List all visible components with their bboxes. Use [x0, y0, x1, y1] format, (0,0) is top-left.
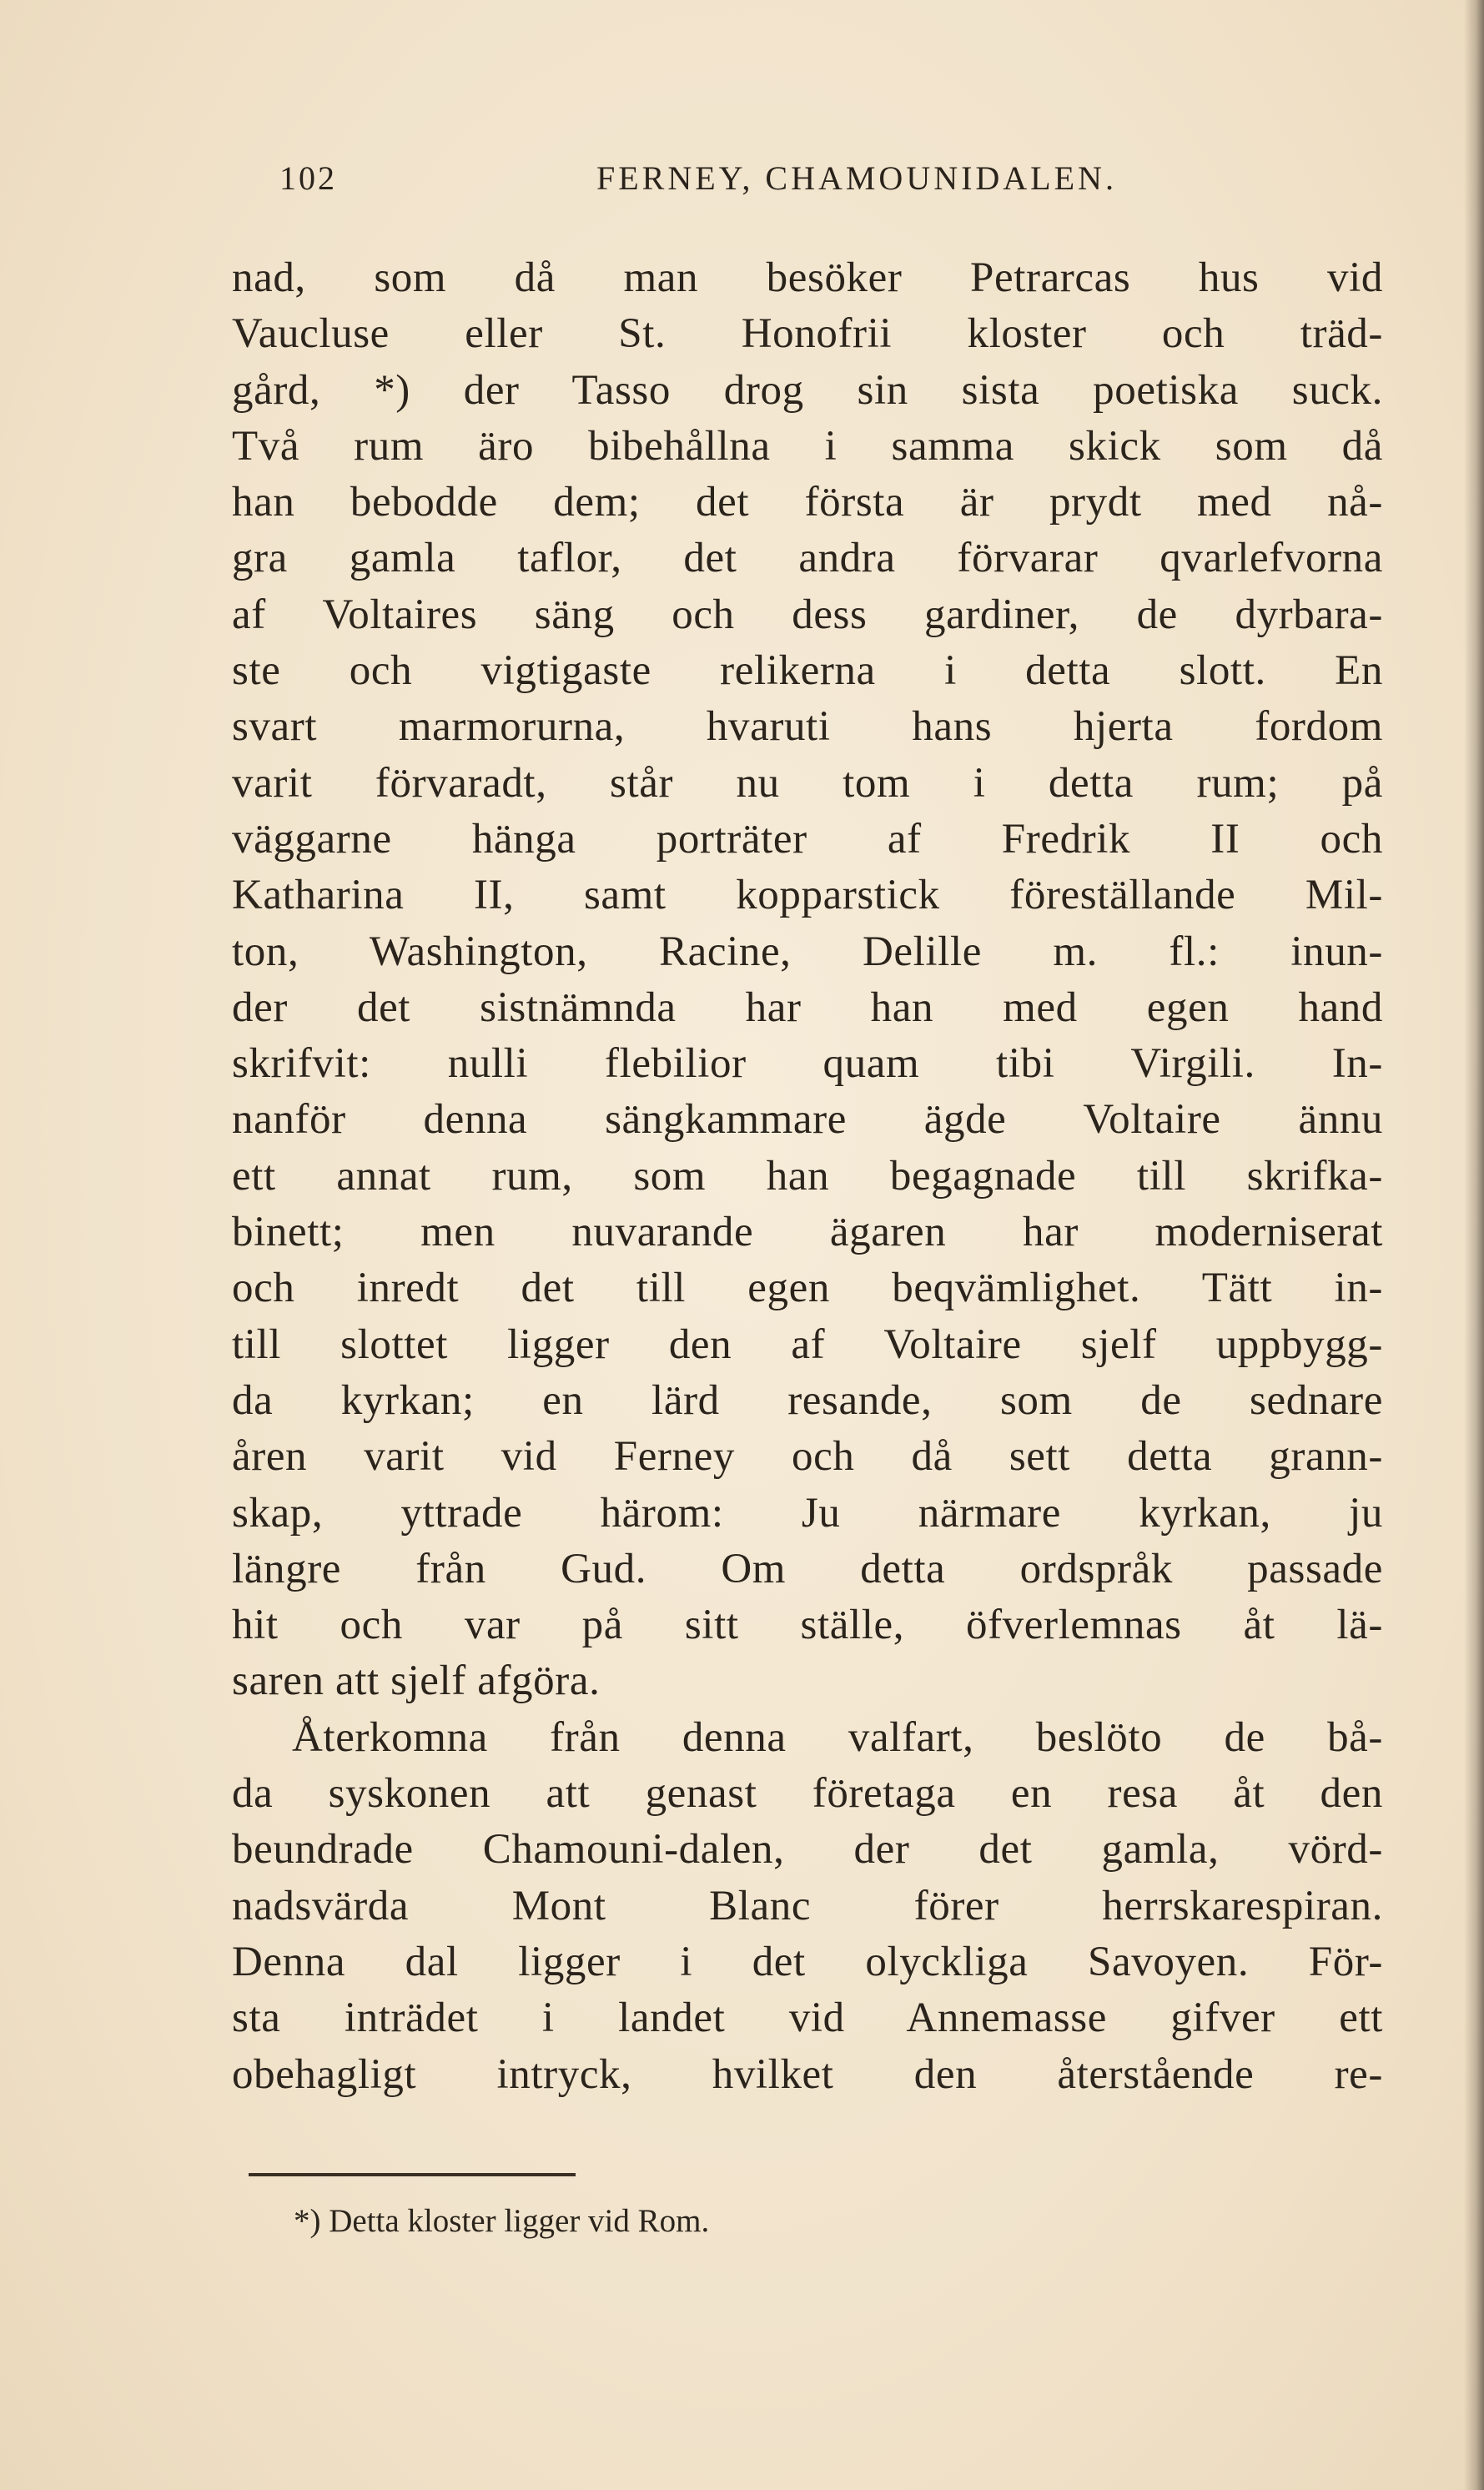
- text-line: da syskonen att genast företaga en resa åt den: [232, 1770, 1383, 1818]
- text-line: Återkomna från denna valfart, beslöto de bå-: [292, 1713, 1383, 1761]
- text-line: ton, Washington, Racine, Delille m. fl.: inun-: [232, 928, 1383, 975]
- text-line: binett; men nuvarande ägaren har moderniserat: [232, 1209, 1383, 1256]
- text-line: Denna dal ligger i det olyckliga Savoyen. För-: [232, 1938, 1383, 1985]
- running-head: FERNEY, CHAMOUNIDALEN.: [596, 159, 1117, 197]
- text-line: till slottet ligger den af Voltaire sjelf uppbygg-: [232, 1320, 1383, 1368]
- text-line: nadsvärda Mont Blanc förer herrskarespiran.: [232, 1882, 1383, 1929]
- text-line: sta inträdet i landet vid Annemasse gifver ett: [232, 1995, 1383, 2042]
- text-line: skap, yttrade härom: Ju närmare kyrkan, ju: [232, 1489, 1383, 1537]
- text-line: beundrade Chamouni-dalen, der det gamla, vörd-: [232, 1826, 1383, 1874]
- text-line: hit och var på sitt ställe, öfverlemnas åt lä-: [232, 1602, 1383, 1649]
- page-number: 102: [279, 159, 337, 197]
- text-line: svart marmorurna, hvaruti hans hjerta fordom: [232, 703, 1383, 751]
- page-edge-shadow: [1464, 0, 1484, 2490]
- text-line: varit förvaradt, står nu tom i detta rum; på: [232, 759, 1383, 807]
- text-line: åren varit vid Ferney och då sett detta grann-: [232, 1433, 1383, 1481]
- body-text: [232, 250, 1383, 2103]
- text-line: längre från Gud. Om detta ordspråk passade: [232, 1545, 1383, 1592]
- text-line: skrifvit: nulli flebilior quam tibi Virgili. In-: [232, 1040, 1383, 1088]
- text-line: han bebodde dem; det första är prydt med nå-: [232, 479, 1383, 526]
- text-line: ett annat rum, som han begagnade till skrifka-: [232, 1152, 1383, 1200]
- text-line: Katharina II, samt kopparstick föreställande Mil-: [232, 872, 1383, 919]
- text-line: Vaucluse eller St. Honofrii kloster och träd-: [232, 310, 1383, 358]
- text-line: ste och vigtigaste relikerna i detta slott. En: [232, 647, 1383, 695]
- text-line: obehagligt intryck, hvilket den återstående re-: [232, 2050, 1383, 2098]
- text-line: väggarne hänga porträter af Fredrik II och: [232, 815, 1383, 863]
- page-header: [279, 158, 1389, 209]
- text-line: nad, som då man besöker Petrarcas hus vid: [232, 254, 1383, 301]
- text-line: af Voltaires säng och dess gardiner, de dyrbara-: [232, 591, 1383, 638]
- footnote-rule: [249, 2173, 576, 2176]
- text-line: nanför denna sängkammare ägde Voltaire ännu: [232, 1096, 1383, 1144]
- text-line: da kyrkan; en lärd resande, som de sednare: [232, 1376, 1383, 1424]
- text-line: Två rum äro bibehållna i samma skick som då: [232, 422, 1383, 470]
- footnote: *) Detta kloster ligger vid Rom.: [294, 2203, 710, 2239]
- text-line: och inredt det till egen beqvämlighet. Tätt in-: [232, 1265, 1383, 1312]
- text-line: gård, *) der Tasso drog sin sista poetiska suck.: [232, 366, 1383, 414]
- text-line: der det sistnämnda har han med egen hand: [232, 983, 1383, 1031]
- text-line: gra gamla taflor, det andra förvarar qvarlefvorna: [232, 535, 1383, 582]
- text-line: saren att sjelf afgöra.: [232, 1657, 601, 1705]
